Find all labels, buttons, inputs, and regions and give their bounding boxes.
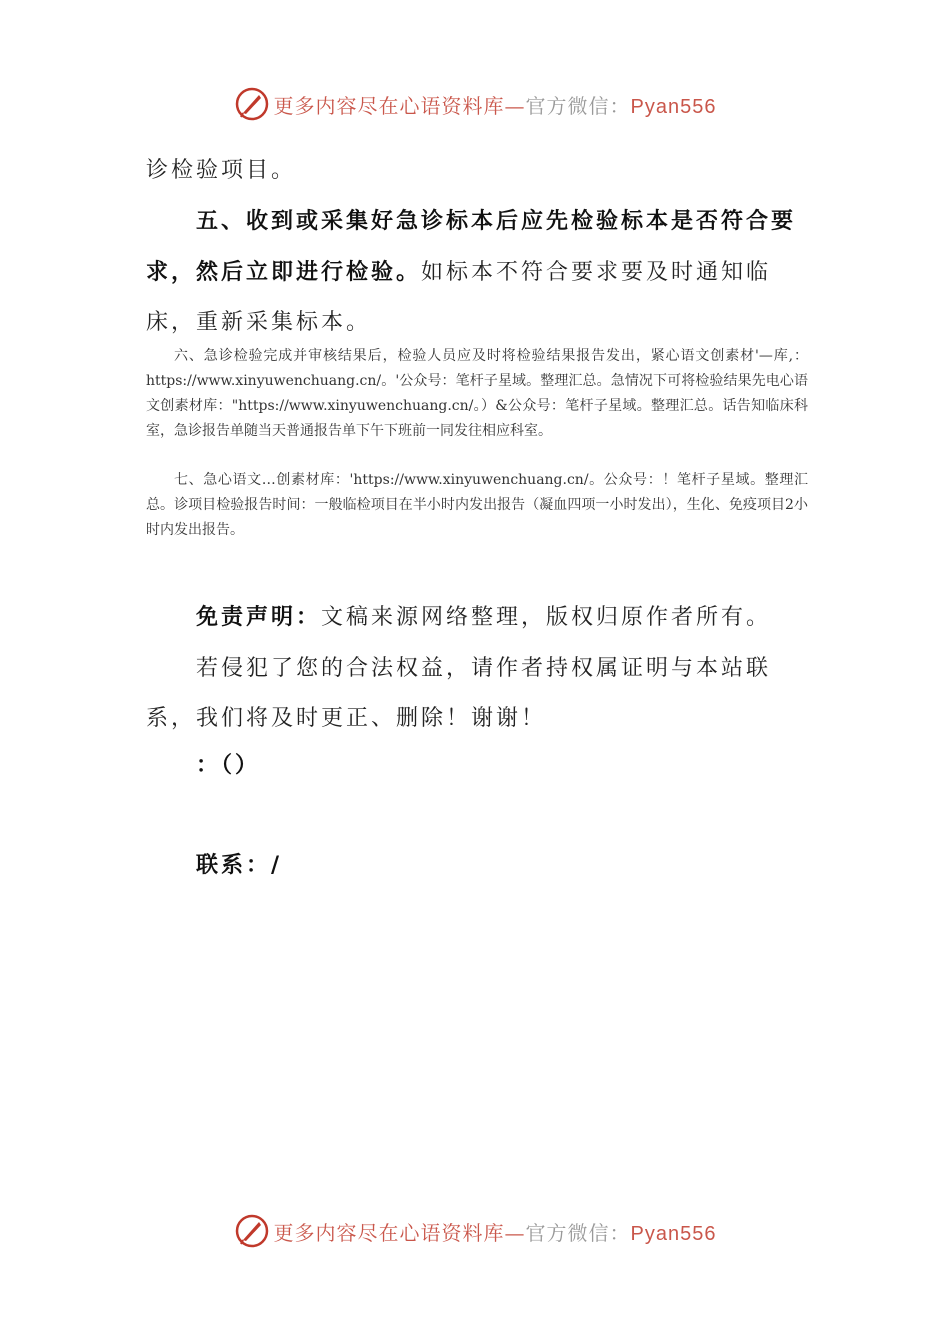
disclaimer-line-1: 免责声明：文稿来源网络整理，版权归原作者所有。	[196, 604, 772, 630]
banner-text: 更多内容尽在心语资料库—官方微信：Pyan556	[273, 1220, 717, 1245]
item-7-paragraph: 七、急心语文…创素材库：'https://www.xinyuwenchuang.cn/。公众号：！笔杆子星域。整理汇总。诊项目检验报告时间：一般临检项目在半小时内发出报告（凝血四项一小时发出），生化、免疫项目2小时内发出报告。	[146, 472, 808, 538]
footer-banner	[0, 1209, 950, 1253]
quill-logo-icon	[234, 1213, 270, 1249]
item-5-paragraph: 五、收到或采集好急诊标本后应先检验标本是否符合要求，然后立即进行检验。如标本不符合要求要及时通知临床，重新采集标本。	[146, 208, 797, 335]
item-6-paragraph: 六、急诊检验完成并审核结果后，检验人员应及时将检验结果报告发出，紧心语文创素材'—库,：https://www.xinyuwenchuang.cn/。'公众号：笔杆子星域。整理汇总。急情况下可将检验结果先电心语文创素材库："https://www.xinyuwenchuang.cn/。）&公众号：笔杆子星域。整理汇总。话告知临床科室，急诊报告单随当天普通报告单下午下班前一同发往相应科室。	[146, 348, 808, 439]
continued-line: 诊检验项目。	[146, 158, 297, 183]
colon-line: ：（）	[196, 752, 261, 778]
contact-line: 联系：/	[196, 852, 283, 878]
header-banner	[0, 82, 950, 126]
quill-logo-icon	[234, 86, 270, 122]
disclaimer-label: 免责声明：	[196, 604, 322, 630]
disclaimer-line-2: 若侵犯了您的合法权益，请作者持权属证明与本站联系，我们将及时更正、删除！谢谢！	[146, 656, 772, 731]
banner-text: 更多内容尽在心语资料库—官方微信：Pyan556	[273, 93, 717, 118]
